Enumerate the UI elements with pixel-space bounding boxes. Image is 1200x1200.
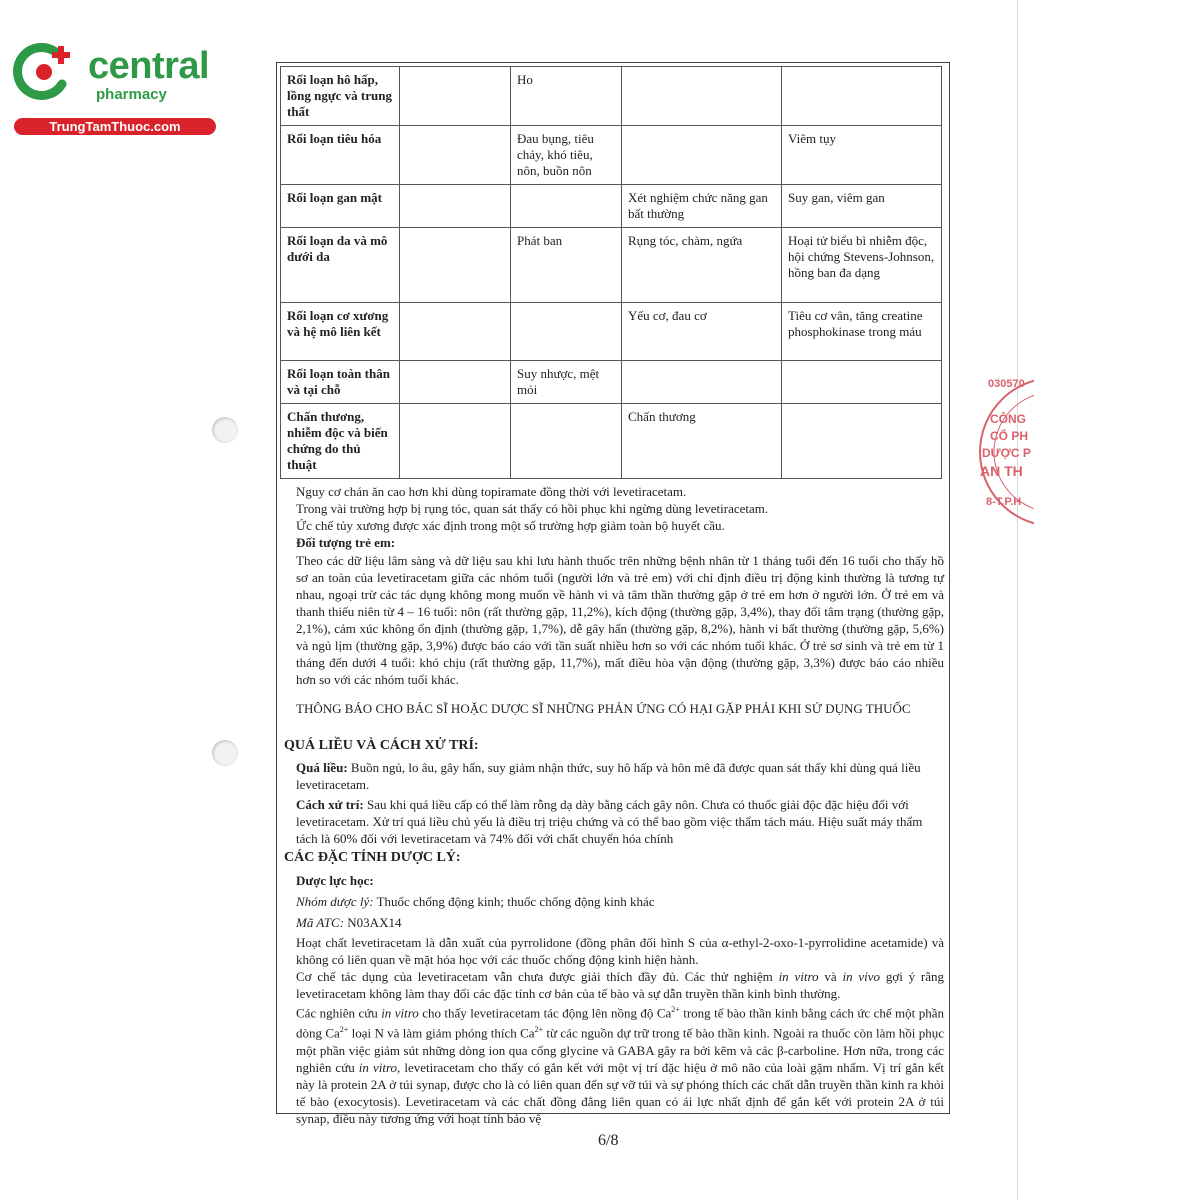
text-span: in vitro xyxy=(778,969,819,984)
treatment-paragraph xyxy=(296,796,944,847)
company-stamp xyxy=(974,372,1034,532)
table-cell xyxy=(622,67,782,126)
text-span: cho thấy levetiracetam tác động lên nồng độ Ca xyxy=(418,1005,672,1021)
pediatric-paragraph: Theo các dữ liệu lâm sàng và dữ liệu sau khi lưu hành thuốc trên những bệnh nhân từ 1 tháng tuổi đến 16 tuổi cho thấy hồ sơ an toàn của levetiracetam giữa các nhóm tuổi (người lớn và trẻ em) với chỉ định điều trị động kinh thường là tương tự nhau, ngoại trừ các tác dụng không mong muốn về hành vi và tâm thần thường gặp ở trẻ em hơn ở người lớn. Ở trẻ em và thanh thiếu niên từ 4 – 16 tuổi: nôn (rất thường gặp, 11,2%), kích động (thường gặp, 3,4%), thay đổi tâm trạng (thường gặp, 2,1%), cảm xúc không ổn định (thường gặp, 1,7%), dễ gây hấn (thường gặp, 8,2%), hành vi bất thường (thường gặp, 5,6%) và ngủ lịm (thường gặp, 3,9%) được báo cáo với tần suất nhiều hơn so với các nhóm tuổi khác. Ở trẻ sơ sinh và trẻ em từ 1 tháng đến dưới 4 tuổi: khó chịu (rất thường gặp, 11,7%), mất điều hòa vận động (thường gặp, 3,3%) được báo cáo nhiều hơn so với các nhóm tuổi khác. xyxy=(296,553,944,687)
soc-cell: Chấn thương, nhiễm độc và biến chứng do thủ thuật xyxy=(281,404,400,479)
text-span: , levetiracetam cho thấy có gắn kết với một vị trí đặc hiệu ở mô não của loài gặm nhấm. Vị trí gắn kết này là protein 2A ở túi synap, được cho là có liên quan đến sự vỡ túi và sự phóng thích các chất dẫn truyền thần kinh ra khỏi tế bào (exocytosis). Levetiracetam và các chất đồng đẳng liên quan có ái lực nhất định để gắn kết với protein 2A ở túi synap, điều này tương ứng với hoạt tính bảo vệ xyxy=(296,1059,944,1126)
table-cell: Suy nhược, mệt mỏi xyxy=(511,361,622,404)
atc-code: N03AX14 xyxy=(347,915,402,930)
punch-hole xyxy=(212,417,238,443)
page-number: 6/8 xyxy=(598,1132,619,1149)
pharma-paragraph-3 xyxy=(296,1001,944,1127)
table-row xyxy=(281,126,942,185)
text-span: từ các nguồn dự trữ trong tế bào thần kinh. Ngoài ra thuốc còn làm hồi phục một phần việc giảm sút những dòng ion qua cổng glycine và GABA gây ra bởi kẽm và các β-carboline. Hơn nữa, trong các nghiên cứu xyxy=(296,1025,945,1075)
logo-name: central xyxy=(88,45,210,87)
logo-url[interactable]: TrungTamThuoc.com xyxy=(14,118,216,135)
adverse-notice: THÔNG BÁO CHO BÁC SĨ HOẶC DƯỢC SĨ NHỮNG PHẢN ỨNG CÓ HẠI GẶP PHẢI KHI SỬ DỤNG THUỐC xyxy=(296,701,911,716)
table-cell: Rụng tóc, chàm, ngứa xyxy=(622,228,782,303)
treatment-label: Cách xử trí: xyxy=(296,797,364,812)
table-row xyxy=(281,303,942,361)
logo-mark-icon xyxy=(12,40,76,104)
soc-cell: Rối loạn toàn thân và tại chỗ xyxy=(281,361,400,404)
note-line: Nguy cơ chán ăn cao hơn khi dùng topiramate đồng thời với levetiracetam. xyxy=(296,484,687,499)
stamp-text: 030570 xyxy=(988,378,1025,390)
pharma-paragraph-1: Hoạt chất levetiracetam là dẫn xuất của pyrrolidone (đồng phân đối hình S của α-ethyl-2-oxo-1-pyrrolidine acetamide) và không có liên quan về mặt hóa học với các thuốc chống động kinh hiện hành. xyxy=(296,935,944,967)
soc-cell: Rối loạn hô hấp, lồng ngực và trung thất xyxy=(281,67,400,126)
table-cell: Ho xyxy=(511,67,622,126)
table-cell xyxy=(400,67,511,126)
table-cell: Đau bụng, tiêu chảy, khó tiêu, nôn, buồn nôn xyxy=(511,126,622,185)
text-span: trong tế bào thần kinh bằng cách ức chế một phần dòng Ca xyxy=(296,1005,944,1041)
treatment-text: Sau khi quá liều cấp có thể làm rỗng dạ dày bằng cách gây nôn. Chưa có thuốc giải độc đặc hiệu đối với levetiracetam. Xử trí quá liều chủ yếu là điều trị triệu chứng và có thể bao gồm việc thẩm tách máu. Hiệu suất máy thẩm tách là 60% đối với levetiracetam và 74% đối với chất chuyển hóa chính xyxy=(296,797,923,846)
table-cell: Yếu cơ, đau cơ xyxy=(622,303,782,361)
table-row xyxy=(281,361,942,404)
overdose-label: Quá liều: xyxy=(296,760,348,775)
table-cell xyxy=(400,303,511,361)
table-cell xyxy=(400,404,511,479)
table-cell xyxy=(400,361,511,404)
stamp-text: CỔ PH xyxy=(990,429,1029,443)
overdose-text: Buồn ngủ, lo âu, gây hấn, suy giảm nhận thức, suy hô hấp và hôn mê đã được quan sát thấy khi dùng quá liều levetiracetam. xyxy=(296,760,921,792)
superscript: 2+ xyxy=(339,1025,349,1035)
table-row xyxy=(281,185,942,228)
overdose-heading: QUÁ LIỀU VÀ CÁCH XỬ TRÍ: xyxy=(284,738,479,753)
table-cell: Viêm tụy xyxy=(782,126,942,185)
table-cell xyxy=(622,361,782,404)
pharmacology-heading: CÁC ĐẶC TÍNH DƯỢC LÝ: xyxy=(284,850,461,865)
table-cell: Tiêu cơ vân, tăng creatine phosphokinase trong máu xyxy=(782,303,942,361)
atc-label: Mã ATC: xyxy=(296,915,345,930)
pharmacodynamics-heading: Dược lực học: xyxy=(296,873,374,888)
note-line: Trong vài trường hợp bị rụng tóc, quan sát thấy có hồi phục khi ngừng dùng levetiracetam. xyxy=(296,501,769,516)
table-row xyxy=(281,67,942,126)
text-span: in vivo xyxy=(842,969,881,984)
group-label: Nhóm dược lý: xyxy=(296,894,374,909)
table-cell: Xét nghiệm chức năng gan bất thường xyxy=(622,185,782,228)
atc-code-line xyxy=(296,914,944,931)
stamp-text: 8-T.P.H xyxy=(986,496,1022,508)
text-span: Các nghiên cứu xyxy=(296,1005,382,1021)
note-line: Ức chế tủy xương được xác định trong một số trường hợp giảm toàn bộ huyết cầu. xyxy=(296,518,725,533)
text-span: và xyxy=(818,969,843,984)
text-span: Cơ chế tác dụng của levetiracetam vẫn chưa được giải thích đầy đủ. Các thử nghiệm xyxy=(296,969,779,984)
text-span: in vitro xyxy=(381,1005,419,1021)
table-cell: Hoại tử biểu bì nhiễm độc, hội chứng Stevens-Johnson, hồng ban đa dạng xyxy=(782,228,942,303)
text-span: in vitro xyxy=(358,1059,398,1075)
paper-edge xyxy=(1017,0,1018,1200)
soc-cell: Rối loạn gan mật xyxy=(281,185,400,228)
stamp-text: DƯỢC P xyxy=(982,446,1031,460)
stamp-text: CÔNG xyxy=(990,412,1026,426)
table-cell xyxy=(511,303,622,361)
table-cell xyxy=(782,67,942,126)
text-span: loại N và làm giảm phóng thích Ca xyxy=(348,1025,535,1041)
pharma-paragraph-2 xyxy=(296,968,944,1002)
group-text: Thuốc chống động kinh; thuốc chống động kinh khác xyxy=(376,894,655,909)
table-cell xyxy=(400,228,511,303)
table-cell: Suy gan, viêm gan xyxy=(782,185,942,228)
central-pharmacy-logo[interactable] xyxy=(8,36,218,136)
table-cell xyxy=(400,185,511,228)
table-cell: Phát ban xyxy=(511,228,622,303)
adverse-effects-table xyxy=(280,66,942,479)
table-cell xyxy=(511,185,622,228)
soc-cell: Rối loạn cơ xương và hệ mô liên kết xyxy=(281,303,400,361)
table-cell xyxy=(622,126,782,185)
table-cell xyxy=(782,361,942,404)
table-cell: Chấn thương xyxy=(622,404,782,479)
pharmacologic-group xyxy=(296,893,944,910)
overdose-paragraph xyxy=(296,759,944,793)
soc-cell: Rối loạn tiêu hóa xyxy=(281,126,400,185)
stamp-text: AN TH xyxy=(980,463,1023,479)
text-span: gợi ý rằng levetiracetam không làm thay đổi các đặc tính cơ bản của tế bào và sự dẫn truyền thần kinh bình thường. xyxy=(296,969,945,1001)
punch-hole xyxy=(212,740,238,766)
table-cell xyxy=(782,404,942,479)
logo-subtitle: pharmacy xyxy=(96,86,167,103)
table-cell xyxy=(511,404,622,479)
superscript: 2+ xyxy=(534,1025,544,1035)
pediatric-heading: Đối tượng trẻ em: xyxy=(296,535,396,550)
soc-cell: Rối loạn da và mô dưới da xyxy=(281,228,400,303)
table-row xyxy=(281,404,942,479)
superscript: 2+ xyxy=(671,1005,680,1014)
table-row xyxy=(281,228,942,303)
table-cell xyxy=(400,126,511,185)
